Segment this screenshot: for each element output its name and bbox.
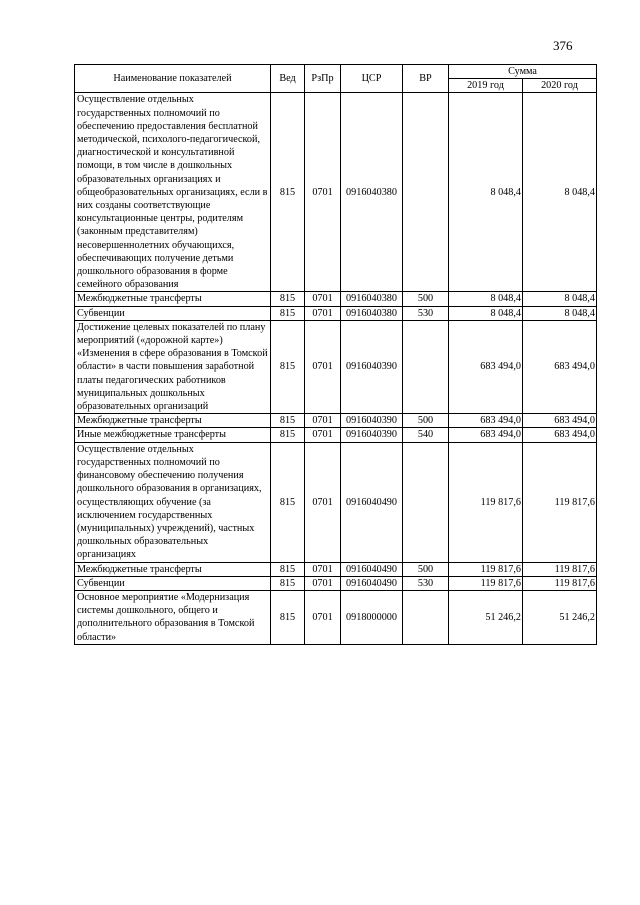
- cell-ved: 815: [271, 576, 305, 590]
- cell-sum-2020: 119 817,6: [523, 576, 597, 590]
- cell-csr: 0916040380: [341, 93, 403, 292]
- cell-ved: 815: [271, 590, 305, 644]
- table-row: [75, 414, 597, 428]
- cell-csr: 0916040380: [341, 292, 403, 306]
- table-row: [75, 306, 597, 320]
- table-body: [75, 93, 597, 644]
- budget-table: [74, 64, 597, 645]
- cell-vr: [403, 442, 449, 562]
- cell-rzpr: 0701: [305, 576, 341, 590]
- cell-name: Межбюджетные трансферты: [75, 562, 271, 576]
- cell-ved: 815: [271, 292, 305, 306]
- cell-sum-2020: 119 817,6: [523, 562, 597, 576]
- cell-vr: [403, 590, 449, 644]
- cell-name: Межбюджетные трансферты: [75, 414, 271, 428]
- cell-sum-2020: 8 048,4: [523, 306, 597, 320]
- cell-rzpr: 0701: [305, 306, 341, 320]
- cell-rzpr: 0701: [305, 590, 341, 644]
- cell-sum-2020: 8 048,4: [523, 292, 597, 306]
- cell-vr: 540: [403, 428, 449, 442]
- cell-sum-2020: 119 817,6: [523, 442, 597, 562]
- cell-csr: 0916040490: [341, 442, 403, 562]
- cell-sum-2019: 119 817,6: [449, 562, 523, 576]
- cell-sum-2019: 683 494,0: [449, 320, 523, 413]
- cell-name: Иные межбюджетные трансферты: [75, 428, 271, 442]
- cell-ved: 815: [271, 306, 305, 320]
- cell-vr: 530: [403, 306, 449, 320]
- cell-rzpr: 0701: [305, 442, 341, 562]
- cell-vr: 500: [403, 562, 449, 576]
- table-header: [75, 65, 597, 93]
- cell-ved: 815: [271, 428, 305, 442]
- cell-vr: [403, 93, 449, 292]
- cell-sum-2019: 8 048,4: [449, 93, 523, 292]
- cell-rzpr: 0701: [305, 428, 341, 442]
- cell-sum-2019: 683 494,0: [449, 414, 523, 428]
- cell-csr: 0916040390: [341, 414, 403, 428]
- cell-sum-2019: 683 494,0: [449, 428, 523, 442]
- table-row: [75, 93, 597, 292]
- cell-name: Субвенции: [75, 306, 271, 320]
- cell-csr: 0916040390: [341, 320, 403, 413]
- cell-sum-2020: 683 494,0: [523, 320, 597, 413]
- cell-sum-2019: 51 246,2: [449, 590, 523, 644]
- cell-sum-2019: 119 817,6: [449, 576, 523, 590]
- cell-ved: 815: [271, 414, 305, 428]
- cell-csr: 0916040490: [341, 562, 403, 576]
- cell-name: Межбюджетные трансферты: [75, 292, 271, 306]
- cell-vr: [403, 320, 449, 413]
- cell-ved: 815: [271, 320, 305, 413]
- cell-vr: 530: [403, 576, 449, 590]
- cell-sum-2020: 8 048,4: [523, 93, 597, 292]
- cell-name: Осуществление отдельных государственных полномочий по финансовому обеспечению получения дошкольного образования в организациях, осуществляющих обучение (за исключением государственных (муниципальных) учреждений), частных дошкольных образовательных организациях: [75, 442, 271, 562]
- header-csr: ЦСР: [341, 65, 403, 93]
- cell-rzpr: 0701: [305, 292, 341, 306]
- cell-sum-2020: 683 494,0: [523, 428, 597, 442]
- header-rzpr: РзПр: [305, 65, 341, 93]
- cell-csr: 0916040380: [341, 306, 403, 320]
- header-year-2019: 2019 год: [449, 79, 523, 93]
- cell-ved: 815: [271, 442, 305, 562]
- cell-sum-2020: 51 246,2: [523, 590, 597, 644]
- cell-ved: 815: [271, 562, 305, 576]
- table-row: [75, 428, 597, 442]
- table-row: [75, 442, 597, 562]
- cell-sum-2019: 119 817,6: [449, 442, 523, 562]
- cell-rzpr: 0701: [305, 93, 341, 292]
- header-sum: Сумма: [449, 65, 597, 79]
- cell-ved: 815: [271, 93, 305, 292]
- cell-name: Субвенции: [75, 576, 271, 590]
- header-ved: Вед: [271, 65, 305, 93]
- table-row: [75, 576, 597, 590]
- cell-name: Основное мероприятие «Модернизация системы дошкольного, общего и дополнительного образования в Томской области»: [75, 590, 271, 644]
- table-row: [75, 590, 597, 644]
- header-name: Наименование показателей: [75, 65, 271, 93]
- table-row: [75, 292, 597, 306]
- cell-sum-2019: 8 048,4: [449, 306, 523, 320]
- cell-vr: 500: [403, 414, 449, 428]
- cell-sum-2020: 683 494,0: [523, 414, 597, 428]
- page-number: 376: [553, 38, 573, 53]
- cell-name: Осуществление отдельных государственных полномочий по обеспечению предоставления бесплатной методической, психолого-педагогической, диагностической и консультативной помощи, в том числе в дошкольных образовательных организациях и общеобразовательных организациях, если в них созданы соответствующие консультационные центры, родителям (законным представителям) несовершеннолетних обучающихся, обеспечивающих получение детьми дошкольного образования в форме семейного образования: [75, 93, 271, 292]
- table-row: [75, 320, 597, 413]
- cell-sum-2019: 8 048,4: [449, 292, 523, 306]
- cell-csr: 0916040490: [341, 576, 403, 590]
- cell-csr: 0916040390: [341, 428, 403, 442]
- cell-rzpr: 0701: [305, 320, 341, 413]
- table-row: [75, 562, 597, 576]
- header-vr: ВР: [403, 65, 449, 93]
- cell-csr: 0918000000: [341, 590, 403, 644]
- cell-name: Достижение целевых показателей по плану мероприятий («дорожной карте») «Изменения в сфере образования в Томской области» в части повышения заработной платы педагогических работников муниципальных дошкольных образовательных организаций: [75, 320, 271, 413]
- cell-vr: 500: [403, 292, 449, 306]
- cell-rzpr: 0701: [305, 414, 341, 428]
- cell-rzpr: 0701: [305, 562, 341, 576]
- header-year-2020: 2020 год: [523, 79, 597, 93]
